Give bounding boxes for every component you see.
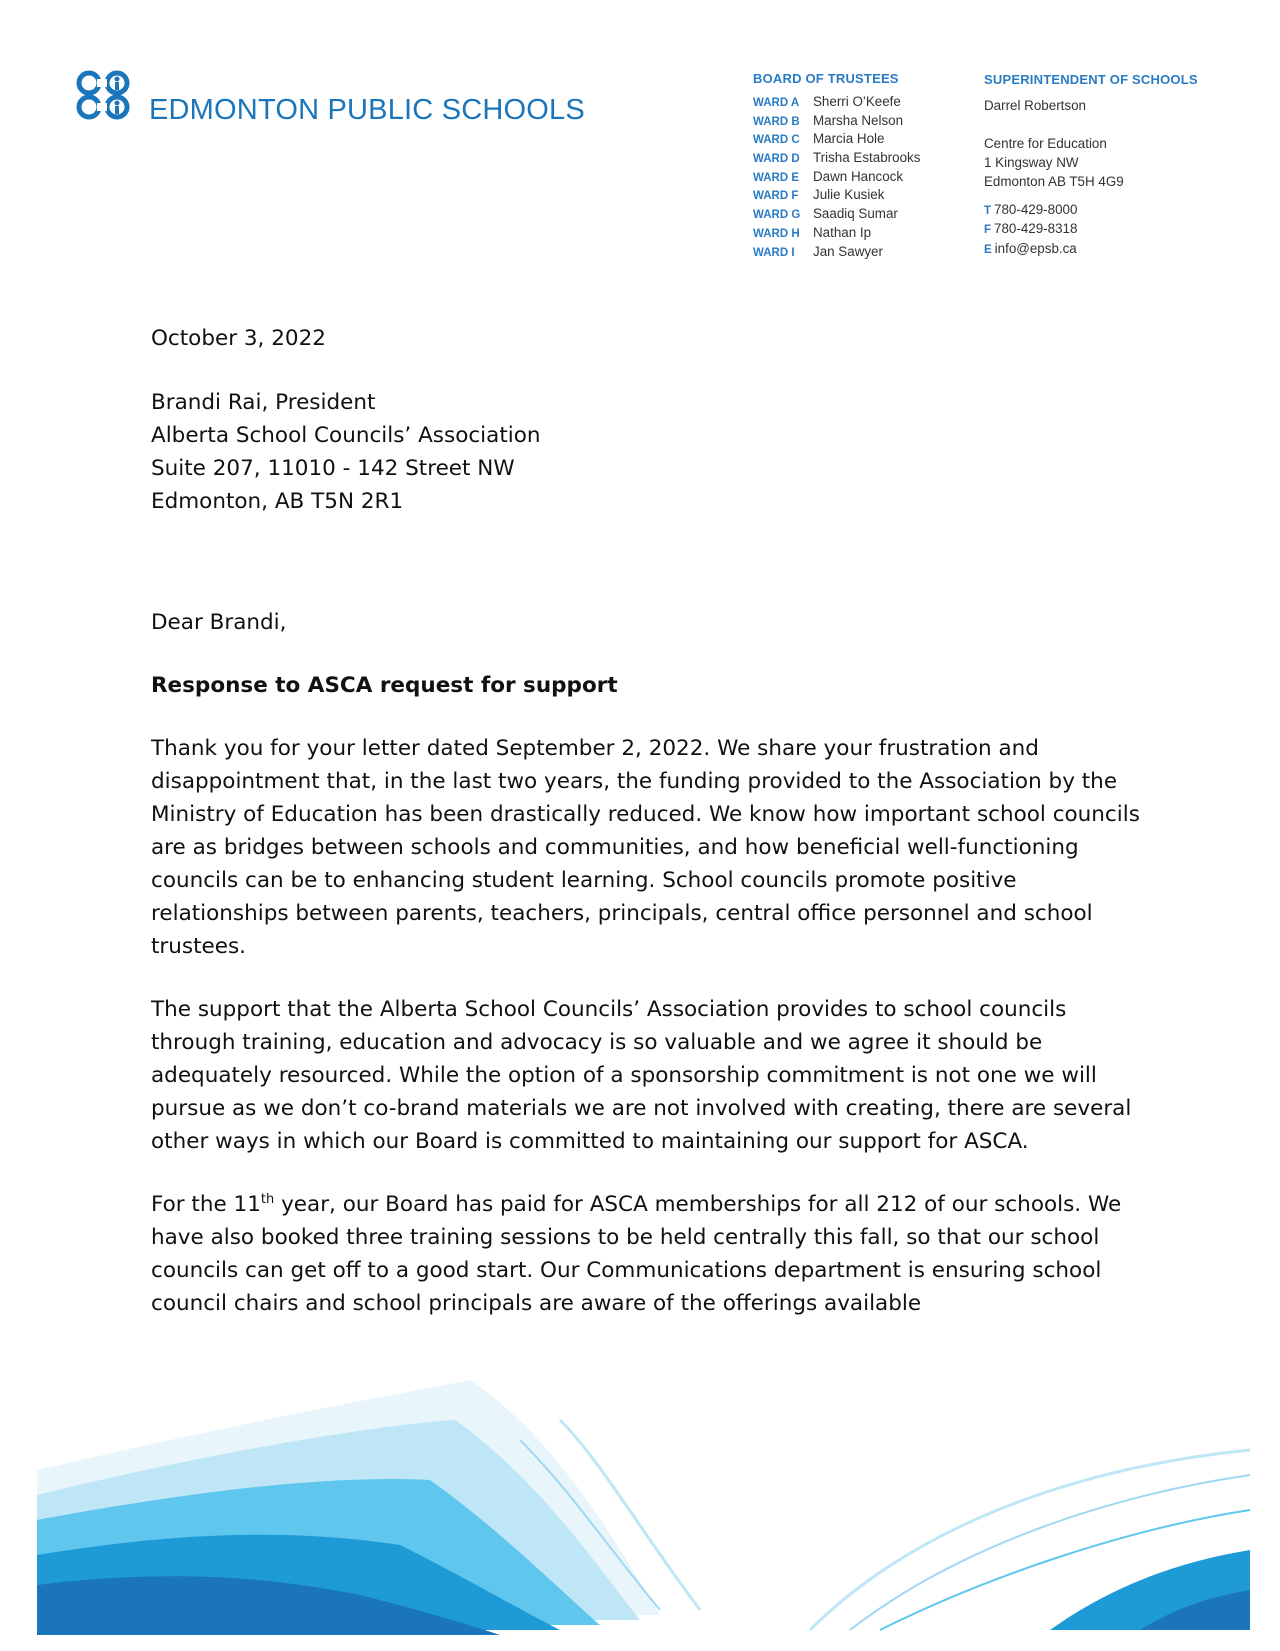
email-label: E (984, 243, 992, 256)
ward-row (753, 224, 920, 243)
footer-url: epsb.ca (150, 1584, 272, 1618)
trustee-name: Saadiq Sumar (813, 206, 898, 222)
paragraph-3 (151, 1188, 1141, 1320)
paragraph-3-rest: year, our Board has paid for ASCA memberships for all 212 of our schools. We have also booked three training sessions to be held centrally this fall, so that our school councils can get off to a good start. Our Communications department is ensuring school council chairs and school principals are aware of the offerings available (151, 1192, 1122, 1316)
ward-row (753, 112, 920, 131)
recipient-line: Edmonton, AB T5N 2R1 (151, 489, 404, 514)
board-of-trustees (753, 71, 920, 261)
ward-label: WARD H (753, 227, 800, 240)
letter-date: October 3, 2022 (151, 326, 326, 351)
subject-line: Response to ASCA request for support (151, 673, 618, 698)
recipient-address (151, 386, 1141, 518)
contact-info (984, 201, 1198, 260)
superintendent-block (984, 71, 1198, 260)
ward-row (753, 186, 920, 205)
trustee-name: Trisha Estabrooks (813, 150, 921, 166)
email-line (984, 240, 1198, 260)
phone-line (984, 201, 1198, 221)
epsb-logo-icon (73, 70, 135, 120)
ward-label: WARD I (753, 246, 795, 259)
fax-line (984, 220, 1198, 240)
ward-row (753, 168, 920, 187)
trustee-name: Jan Sawyer (813, 243, 883, 259)
paragraph-3-start: For the 11 (151, 1192, 261, 1217)
salutation: Dear Brandi, (151, 610, 287, 635)
paragraph-2: The support that the Alberta School Councils’ Association provides to school councils through training, education and advocacy is so valuable and we agree it should be adequately resourced. While the option of a sponsorship commitment is not one we will pursue as we don’t co-brand materials we are not involved with creating, there are several other ways in which our Board is committed to maintaining our support for ASCA. (151, 997, 1132, 1154)
ward-row (753, 93, 920, 112)
trustee-name: Julie Kusiek (813, 187, 885, 203)
epsb-logo (73, 70, 585, 126)
trustee-name: Marcia Hole (813, 131, 885, 147)
trustee-name: Marsha Nelson (813, 112, 904, 128)
phone-label: T (984, 204, 992, 217)
paragraph-1: Thank you for your letter dated September 2, 2022. We share your frustration and disappointment that, in the last two years, the funding provided to the Association by the Ministry of Education has been drastically reduced. We know how important school councils are as bridges between schools and communities, and how beneficial well-functioning councils can be to enhancing student learning. School councils promote positive relationships between parents, teachers, principals, central office personnel and school trustees. (151, 736, 1140, 959)
superintendent-name: Darrel Robertson (984, 97, 1086, 113)
ward-row (753, 149, 920, 168)
recipient-line: Brandi Rai, President (151, 390, 376, 415)
ward-label: WARD E (753, 171, 799, 184)
fax-number: 780-429-8318 (994, 221, 1078, 237)
email-address: info@epsb.ca (994, 240, 1077, 256)
ward-label: WARD B (753, 115, 800, 128)
ordinal-suffix: th (260, 1191, 275, 1207)
address-line: 1 Kingsway NW (984, 155, 1079, 171)
superintendent-heading: SUPERINTENDENT OF SCHOOLS (984, 72, 1198, 87)
address-line: Edmonton AB T5H 4G9 (984, 173, 1124, 189)
ward-label: WARD F (753, 190, 799, 203)
recipient-line: Alberta School Councils’ Association (151, 423, 541, 448)
letter-body (151, 322, 1141, 1350)
office-address (984, 135, 1198, 191)
org-name: EDMONTON PUBLIC SCHOOLS (149, 94, 585, 126)
trustee-name: Nathan Ip (813, 224, 872, 240)
recipient-line: Suite 207, 11010 - 142 Street NW (151, 456, 515, 481)
phone-number: 780-429-8000 (994, 201, 1078, 217)
ward-label: WARD A (753, 97, 800, 109)
ward-row (753, 243, 920, 262)
trustee-name: Dawn Hancock (813, 168, 904, 184)
ward-label: WARD D (753, 153, 800, 166)
ward-row (753, 130, 920, 149)
fax-label: F (984, 224, 992, 237)
ward-label: WARD G (753, 209, 801, 222)
ward-label: WARD C (753, 134, 800, 147)
trustees-heading: BOARD OF TRUSTEES (753, 71, 899, 86)
ward-row (753, 205, 920, 224)
trustee-name: Sherri O’Keefe (813, 94, 901, 109)
address-line: Centre for Education (984, 136, 1107, 152)
